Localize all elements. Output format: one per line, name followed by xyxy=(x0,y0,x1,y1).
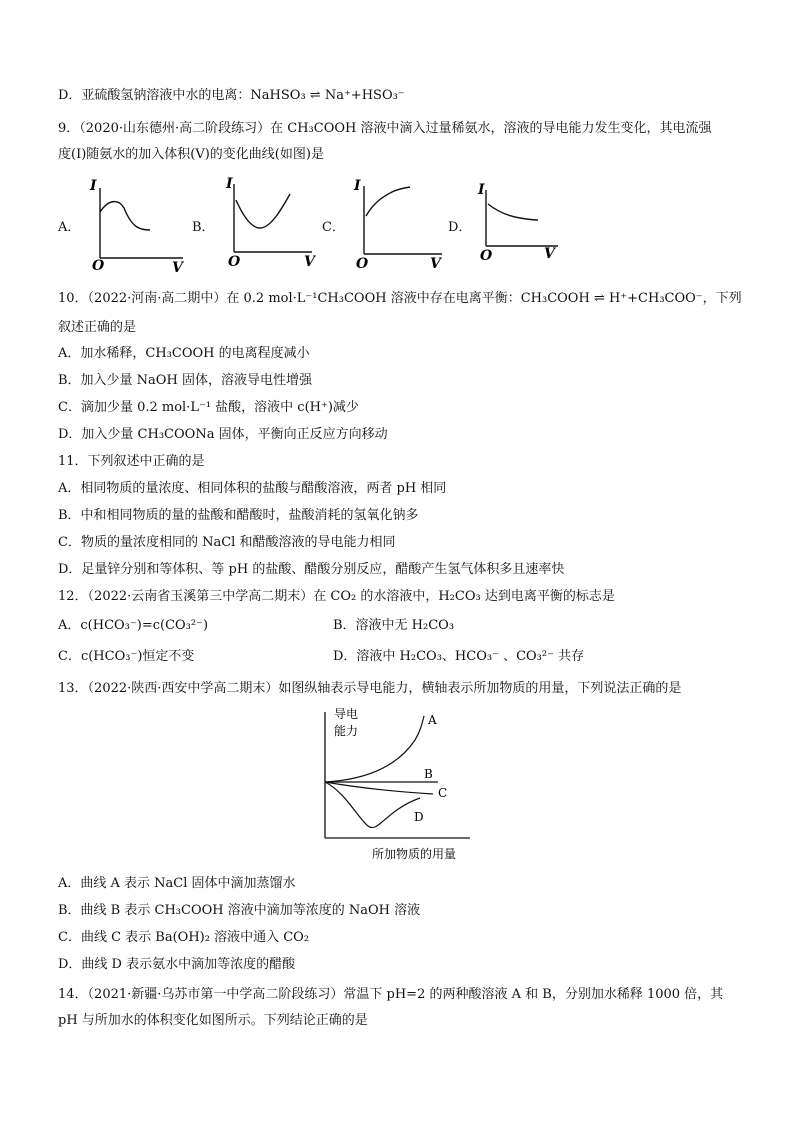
q12-option-c: C．c(HCO₃⁻)恒定不变 xyxy=(58,649,195,664)
q9a-axis-i: I xyxy=(90,178,97,194)
q13-label-a: A xyxy=(428,713,437,727)
q9a-axis-v: V xyxy=(172,260,183,275)
q11-stem: 11．下列叙述中正确的是 xyxy=(58,454,205,469)
q13-option-c: C．曲线 C 表示 Ba(OH)₂ 溶液中通入 CO₂ xyxy=(58,930,310,945)
q13-xlabel: 所加物质的用量 xyxy=(372,847,457,861)
q10-option-c: C．滴加少量 0.2 mol·L⁻¹ 盐酸，溶液中 c(H⁺)减少 xyxy=(58,400,359,415)
q9-stem-line2: 度(I)随氨水的加入体积(V)的变化曲线(如图)是 xyxy=(58,147,324,162)
q13-label-b: B xyxy=(424,767,433,781)
q10-option-d: D．加入少量 CH₃COONa 固体，平衡向正反应方向移动 xyxy=(58,427,388,442)
q11-option-c: C．物质的量浓度相同的 NaCl 和醋酸溶液的导电能力相同 xyxy=(58,535,396,550)
q13-graph xyxy=(300,700,500,865)
q13-label-d: D xyxy=(414,810,424,824)
q9-graph-d xyxy=(476,178,576,268)
q13-ylabel-2: 能力 xyxy=(334,724,359,738)
q13-stem: 13．（2022·陕西·西安中学高二期末）如图纵轴表示导电能力，横轴表示所加物质的用量，下列说法正确的是 xyxy=(58,681,682,696)
q9a-axis-o: O xyxy=(92,258,105,274)
q14-stem-line2: pH 与所加水的体积变化如图所示。下列结论正确的是 xyxy=(58,1013,368,1028)
q9c-axis-i: I xyxy=(354,178,361,194)
q13-label-c: C xyxy=(438,786,448,800)
q12-option-a: A．c(HCO₃⁻)=c(CO₃²⁻) xyxy=(58,618,209,633)
q14-stem-line1: 14．（2021·新疆·乌苏市第一中学高二阶段练习）常温下 pH=2 的两种酸溶液 A 和 B，分别加水稀释 1000 倍，其 xyxy=(58,987,724,1002)
q9b-axis-v: V xyxy=(304,254,315,270)
q9d-axis-i: I xyxy=(478,182,485,198)
q12-option-d: D．溶液中 H₂CO₃、HCO₃⁻ 、CO₃²⁻ 共存 xyxy=(333,649,585,664)
q9-option-c-label: C． xyxy=(322,220,345,235)
q9c-axis-o: O xyxy=(356,256,369,272)
q9-option-d-label: D． xyxy=(448,220,472,235)
q9-graph-b xyxy=(222,170,327,275)
q11-option-d: D．足量锌分别和等体积、等 pH 的盐酸、醋酸分别反应，醋酸产生氢气体积多且速率快 xyxy=(58,562,565,577)
q9-graph-c xyxy=(352,172,457,277)
q13-option-d: D．曲线 D 表示氨水中滴加等浓度的醋酸 xyxy=(58,957,296,972)
q10-stem-line1: 10．（2022·河南·高二期中）在 0.2 mol·L⁻¹CH₃COOH 溶液中存在电离平衡：CH₃COOH ⇌ H⁺+CH₃COO⁻，下列 xyxy=(58,291,742,306)
q11-option-b: B．中和相同物质的量的盐酸和醋酸时，盐酸消耗的氢氧化钠多 xyxy=(58,508,419,523)
q13-option-b: B．曲线 B 表示 CH₃COOH 溶液中滴加等浓度的 NaOH 溶液 xyxy=(58,903,421,918)
q13-curve-c xyxy=(325,782,433,794)
q8-option-d: D．亚硫酸氢钠溶液中水的电离：NaHSO₃ ⇌ Na⁺+HSO₃⁻ xyxy=(58,88,405,103)
q9-option-a-label: A． xyxy=(58,220,81,235)
q10-stem-line2: 叙述正确的是 xyxy=(58,320,137,335)
q9d-axis-v: V xyxy=(544,246,555,262)
q12-stem: 12．（2022·云南省玉溪第三中学高二期末）在 CO₂ 的水溶液中，H₂CO₃ 达到电离平衡的标志是 xyxy=(58,589,615,604)
q9b-axis-i: I xyxy=(226,176,233,192)
q10-option-b: B．加入少量 NaOH 固体，溶液导电性增强 xyxy=(58,373,312,388)
q13-ylabel-1: 导电 xyxy=(334,707,359,721)
q9b-axis-o: O xyxy=(228,254,241,270)
q9-option-b-label: B． xyxy=(192,220,215,235)
q9-stem-line1: 9．（2020·山东德州·高二阶段练习）在 CH₃COOH 溶液中滴入过量稀氨水，溶液的导电能力发生变化，其电流强 xyxy=(58,121,712,136)
q10-option-a: A．加水稀释，CH₃COOH 的电离程度减小 xyxy=(58,346,310,361)
q9c-axis-v: V xyxy=(430,256,441,272)
q13-option-a: A．曲线 A 表示 NaCl 固体中滴加蒸馏水 xyxy=(58,876,296,891)
q12-option-b: B．溶液中无 H₂CO₃ xyxy=(333,618,455,633)
q9-graph-a xyxy=(88,170,193,275)
q11-option-a: A．相同物质的量浓度、相同体积的盐酸与醋酸溶液，两者 pH 相同 xyxy=(58,481,447,496)
q9d-axis-o: O xyxy=(480,248,493,264)
